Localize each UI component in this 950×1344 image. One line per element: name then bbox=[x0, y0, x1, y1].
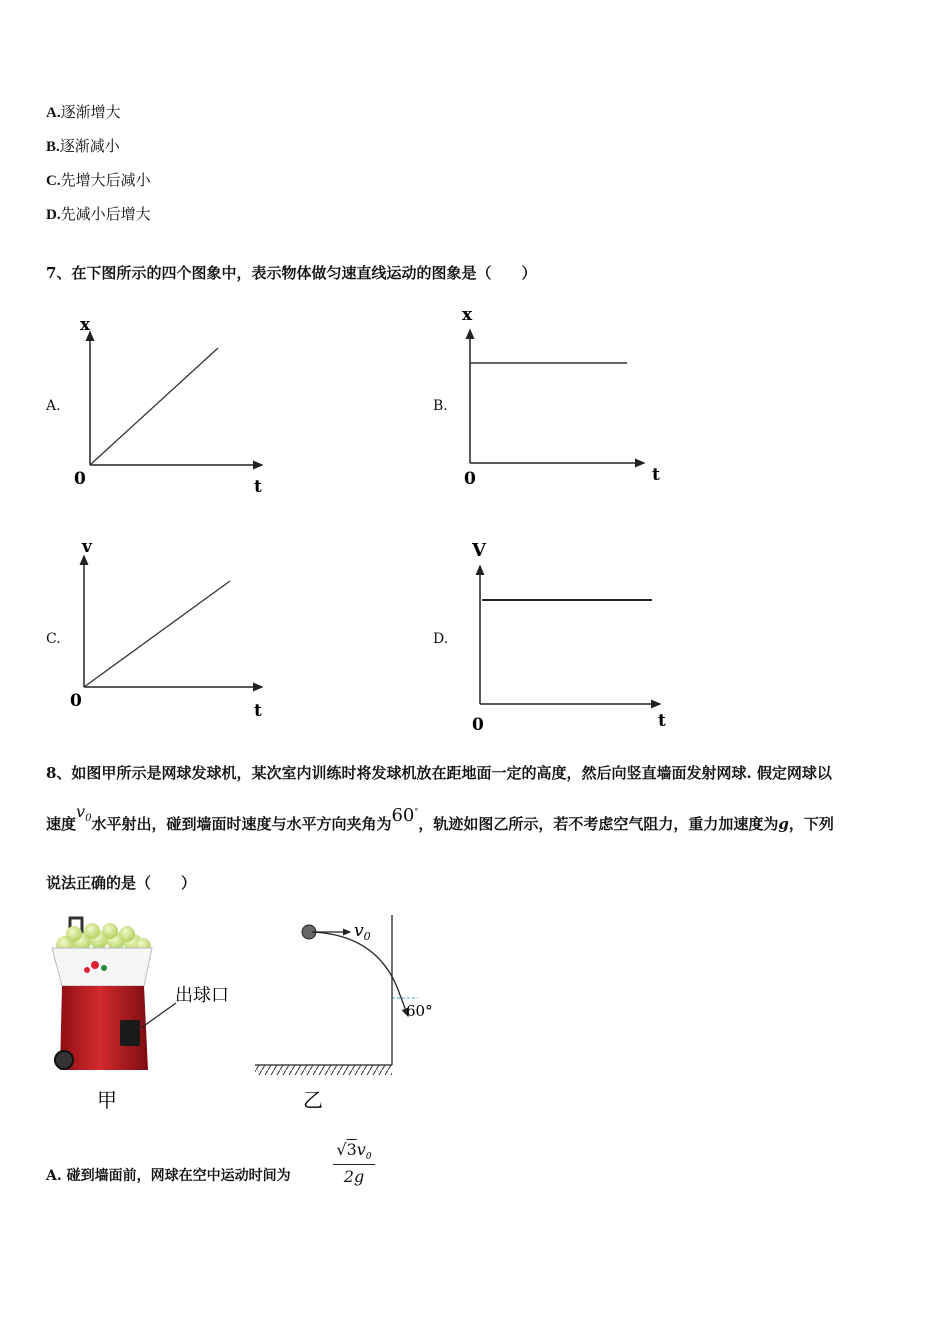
x-axis-label: t bbox=[652, 465, 660, 485]
v-letter: v bbox=[76, 802, 86, 821]
origin-label: 0 bbox=[74, 469, 86, 489]
origin-label: 0 bbox=[472, 715, 484, 735]
y-axis-label: x bbox=[80, 315, 91, 335]
option-text: 逐渐增大 bbox=[60, 103, 121, 121]
graph-line bbox=[90, 348, 218, 465]
v0-label: $v_0$ bbox=[354, 921, 371, 943]
graph-c bbox=[66, 536, 276, 724]
fraction bbox=[333, 1140, 375, 1186]
text-segment: ，下列 bbox=[788, 815, 834, 833]
v0-symbol bbox=[76, 802, 92, 825]
graph-d-option: D. bbox=[433, 631, 449, 647]
graph-b-option: B. bbox=[433, 398, 448, 414]
ball-machine-figure bbox=[40, 910, 255, 1115]
ball-outlet bbox=[120, 1020, 140, 1046]
angle-value bbox=[391, 805, 418, 826]
option-letter: B. bbox=[46, 139, 60, 155]
trajectory-figure bbox=[250, 910, 450, 1115]
graph-line bbox=[84, 581, 230, 687]
option-text: 先增大后减小 bbox=[60, 171, 151, 189]
graph-a-option: A. bbox=[46, 398, 61, 414]
figure-caption-yi: 乙 bbox=[303, 1088, 323, 1112]
text-segment: 水平射出，碰到墙面时速度与水平方向夹角为 bbox=[91, 815, 392, 833]
graph-a bbox=[66, 310, 276, 500]
v-subscript: 0 bbox=[85, 813, 92, 825]
option-text: 先减小后增大 bbox=[60, 205, 151, 223]
x-axis-label: t bbox=[254, 701, 262, 721]
q8-option-a-text: A. 碰到墙面前，网球在空中运动时间为 bbox=[46, 1168, 291, 1184]
graph-c-option: C. bbox=[46, 631, 61, 647]
option-b bbox=[46, 135, 120, 156]
sqrt-value: 3 bbox=[346, 1140, 357, 1159]
y-axis-label: x bbox=[462, 305, 473, 325]
angle-number: 60 bbox=[391, 805, 415, 826]
x-axis-label: t bbox=[254, 477, 262, 497]
question-8-line1: 8、如图甲所示是网球发球机，某次室内训练时将发球机放在距地面一定的高度，然后向竖直墙面发射网球. 假定网球以 bbox=[46, 764, 832, 782]
fraction-denominator: 2g bbox=[343, 1167, 365, 1187]
outlet-label: 出球口 bbox=[175, 985, 229, 1006]
ground-hatch bbox=[255, 1065, 392, 1075]
y-axis-label: v bbox=[82, 537, 92, 557]
option-letter: C. bbox=[46, 173, 61, 189]
x-axis-label: t bbox=[658, 711, 666, 731]
option-c bbox=[46, 169, 151, 190]
graph-b bbox=[452, 302, 682, 494]
origin-label: 0 bbox=[464, 469, 476, 489]
question-8-line3: 说法正确的是（ ） bbox=[46, 874, 197, 892]
question-7-stem: 7、在下图所示的四个图象中，表示物体做匀速直线运动的图象是（ ） bbox=[46, 264, 537, 282]
option-d bbox=[46, 203, 151, 224]
trajectory-curve bbox=[312, 932, 400, 995]
y-axis-label: V bbox=[472, 540, 486, 561]
graph-d bbox=[462, 536, 682, 736]
fraction-numerator: $√3v_0$ bbox=[333, 1140, 375, 1165]
figure-caption-jia: 甲 bbox=[97, 1088, 117, 1112]
v-subscript: 0 bbox=[365, 1152, 372, 1163]
angle-degree: ° bbox=[414, 807, 419, 816]
option-letter: D. bbox=[46, 207, 61, 223]
angle-label: 60° bbox=[406, 1002, 433, 1020]
text-segment: ，轨迹如图乙所示，若不考虑空气阻力，重力加速度为 bbox=[418, 815, 779, 833]
origin-label: 0 bbox=[70, 691, 82, 711]
pointer-line bbox=[141, 1003, 176, 1028]
text-segment: 速度 bbox=[46, 815, 77, 833]
wheel-icon bbox=[55, 1051, 73, 1069]
question-8-line2 bbox=[46, 802, 834, 836]
option-text: 逐渐减小 bbox=[59, 137, 120, 155]
v-letter: v bbox=[356, 1140, 366, 1159]
g-symbol: g bbox=[778, 815, 789, 833]
option-letter: A. bbox=[46, 105, 61, 121]
option-a bbox=[46, 101, 121, 122]
